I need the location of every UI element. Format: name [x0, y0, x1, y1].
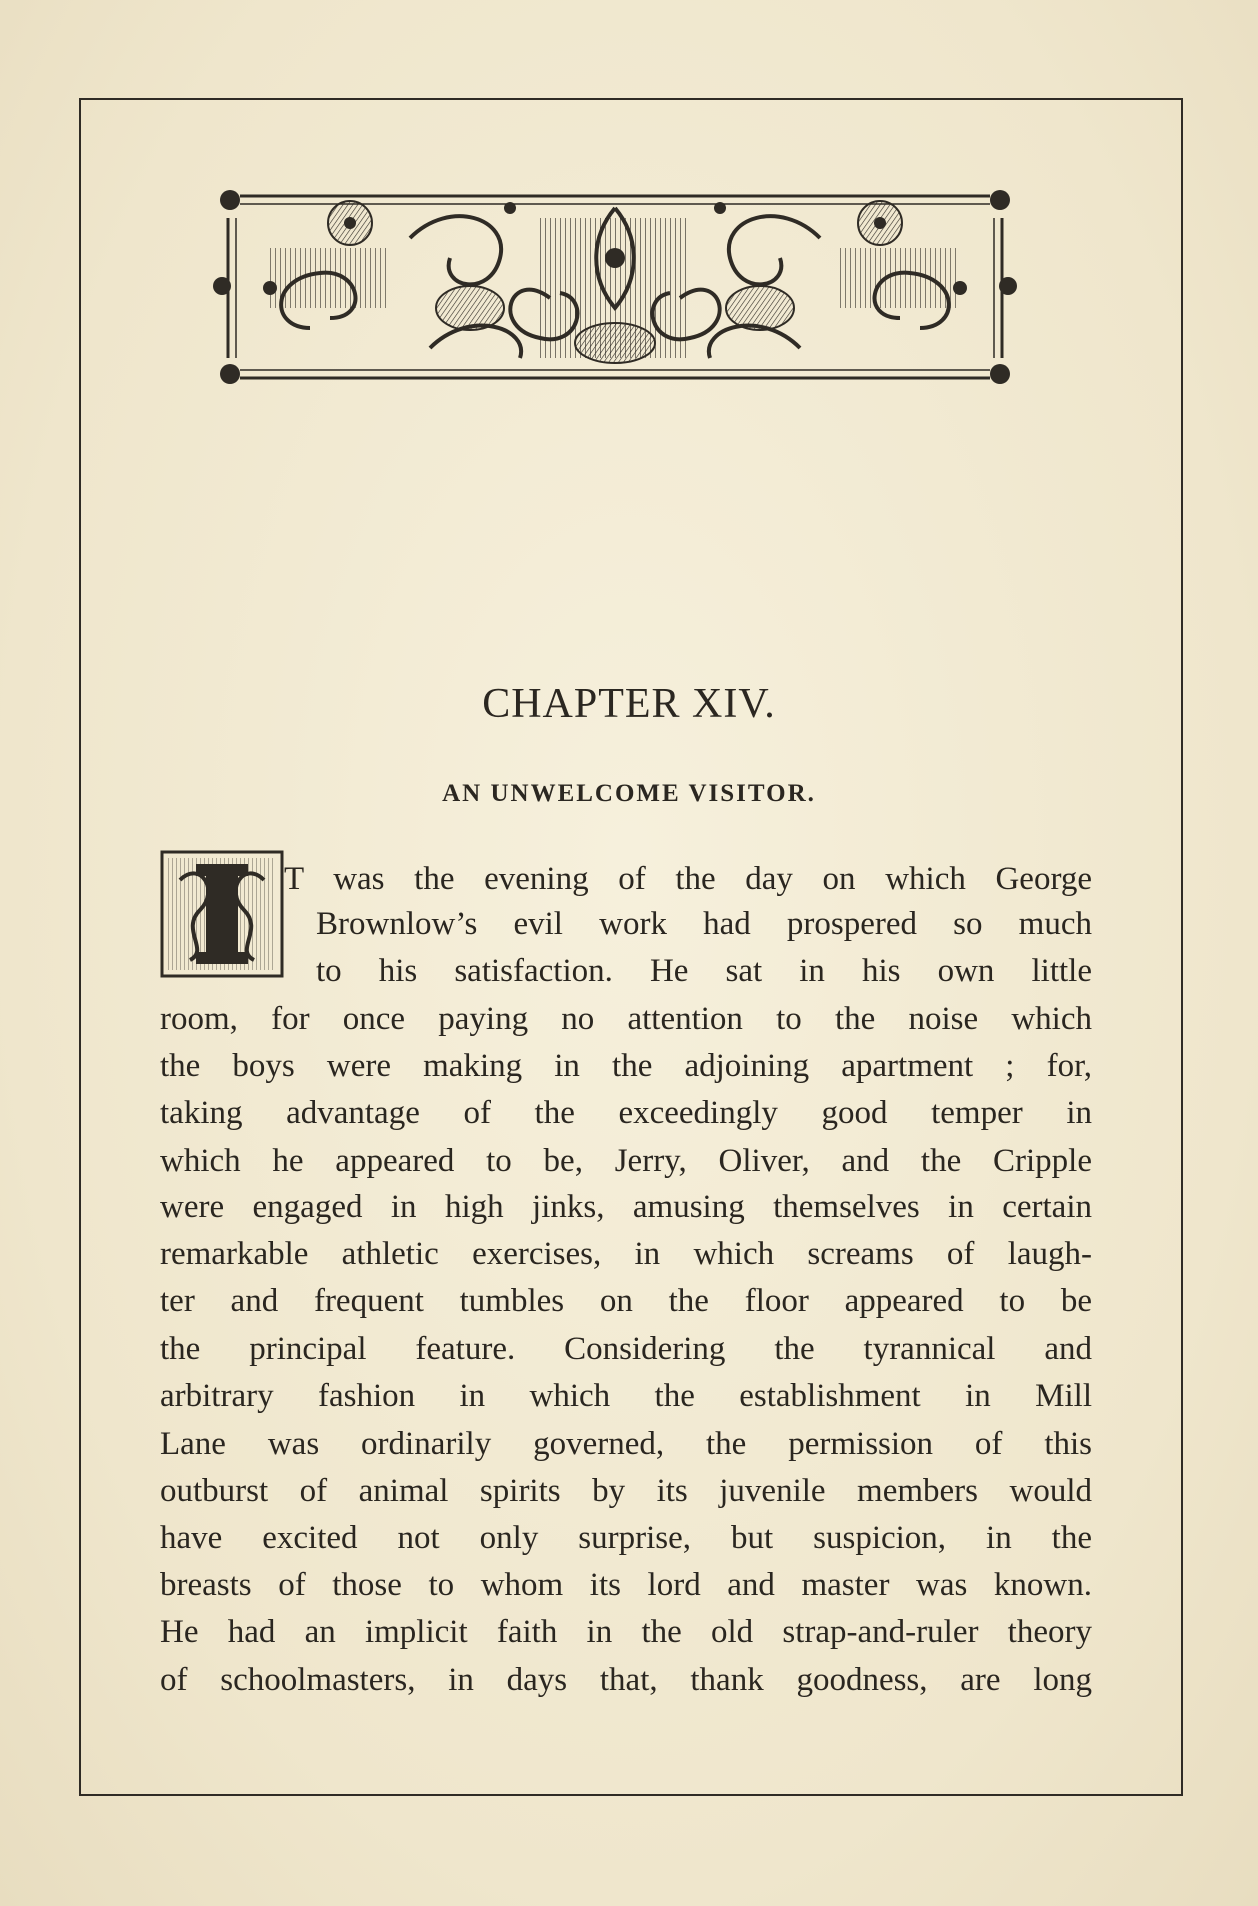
body-line: remarkable athletic exercises, in which screams of laugh-: [160, 1236, 1092, 1272]
body-line: of schoolmasters, in days that, thank goodness, are long: [160, 1662, 1092, 1698]
body-line: to his satisfaction. He sat in his own little: [316, 953, 1092, 989]
body-line: the boys were making in the adjoining apartment ; for,: [160, 1048, 1092, 1084]
body-line: taking advantage of the exceedingly good temper in: [160, 1095, 1092, 1131]
body-line: room, for once paying no attention to the noise which: [160, 1001, 1092, 1037]
chapter-subtitle: AN UNWELCOME VISITOR.: [442, 780, 816, 807]
body-line: the principal feature. Considering the tyrannical and: [160, 1331, 1092, 1367]
body-line: T was the evening of the day on which George: [284, 861, 1092, 897]
body-line: ter and frequent tumbles on the floor appeared to be: [160, 1283, 1092, 1319]
body-line: arbitrary fashion in which the establishment in Mill: [160, 1378, 1092, 1414]
body-line: have excited not only surprise, but suspicion, in the: [160, 1520, 1092, 1556]
ornamental-headpiece: [210, 178, 1020, 396]
body-line: breasts of those to whom its lord and master was known.: [160, 1567, 1092, 1603]
chapter-title: CHAPTER XIV.: [482, 681, 776, 727]
body-line: which he appeared to be, Jerry, Oliver, and the Cripple: [160, 1143, 1092, 1179]
body-line: Lane was ordinarily governed, the permission of this: [160, 1426, 1092, 1462]
body-line: He had an implicit faith in the old strap-and-ruler theory: [160, 1614, 1092, 1650]
body-line: outburst of animal spirits by its juvenile members would: [160, 1473, 1092, 1509]
body-line: were engaged in high jinks, amusing themselves in certain: [160, 1189, 1092, 1225]
body-line: Brownlow’s evil work had prospered so much: [316, 906, 1092, 942]
dropcap-ornament: [160, 850, 284, 978]
